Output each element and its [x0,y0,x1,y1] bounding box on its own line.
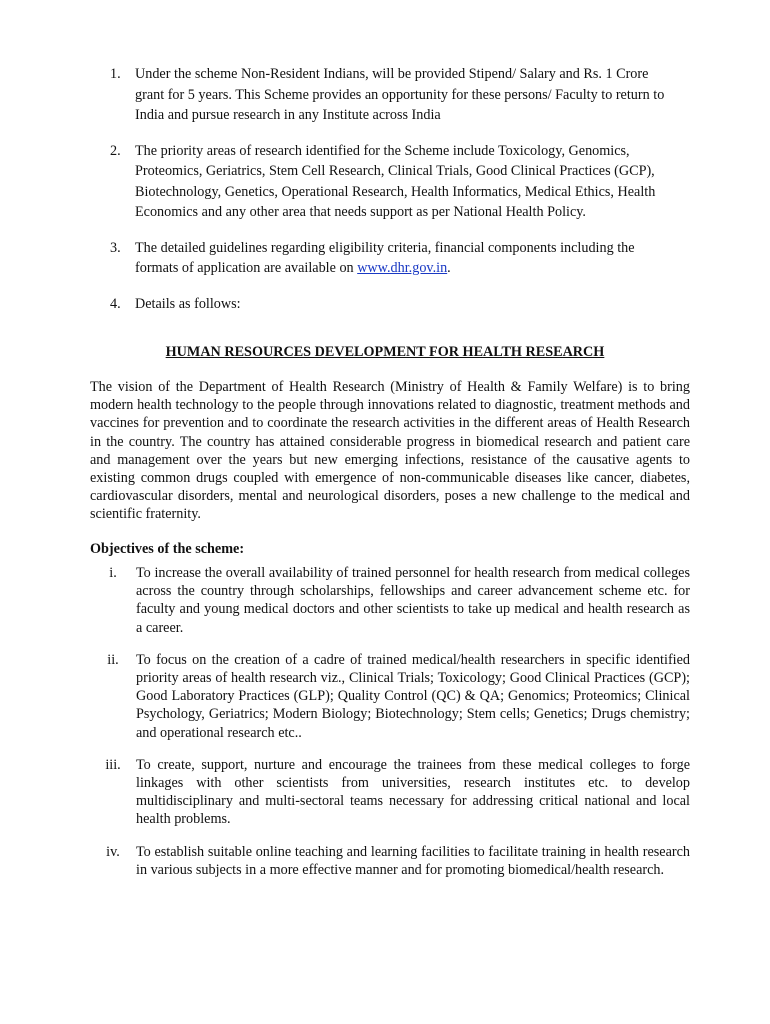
list-item [110,294,680,315]
objective-marker: i. [109,565,117,581]
list-item-text-before-link: The detailed guidelines regarding eligibility criteria, financial components including the formats of application are available on [135,239,635,276]
objective-marker: iv. [106,843,120,860]
section-heading: HUMAN RESOURCES DEVELOPMENT FOR HEALTH RESEARCH [165,344,605,360]
objective-text: To create, support, nurture and encourage the trainees from these medical colleges to forge linkages with other scientists from universities, research institutes etc. to develop multidisciplinary and multi-sectoral teams necessary for addressing critical national and local health problems. [136,756,690,828]
objective-text: To focus on the creation of a cadre of trained medical/health researchers in specific identified priority areas of health research viz., Clinical Trials; Toxicology; Good Clinical Practices (GCP); Good Laboratory Practices (GLP); Quality Control (QC) & QA; Genomics; Proteomics; Clinical Psychology, Geriatrics; Modern Biology; Biotechnology; Stem cells; Genetics; Drugs chemistry; and operational research etc.. [136,651,690,741]
list-item-text: The priority areas of research identified for the Scheme include Toxicology, Genomics, Proteomics, Geriatrics, Stem Cell Research, Clinical Trials, Good Clinical Practices (GCP), Biotechnology, Genetics, Operational Research, Health Informatics, Medical Ethics, Health Economics and any other area that needs support as per National Health Policy. [135,142,656,220]
list-item-text-after-link: . [447,260,451,276]
objective-item [90,843,690,879]
objectives-title: Objectives of the scheme: [90,541,245,557]
objectives-list [90,564,690,893]
objective-item [90,564,690,637]
list-item-marker: 3. [110,239,121,256]
vision-paragraph: The vision of the Department of Health Research (Ministry of Health & Family Welfare) is to bring modern health technology to the people through innovations related to diagnostic, treatment methods and vaccines for prevention and to coordinate the research activities in the different areas of Health Research in the country. The country has attained considerable progress in biomedical research and patient care and management over the years but new emerging infections, resistance of the causative agents to existing common drugs coupled with emergence of non-communicable diseases like cancer, diabetes, cardiovascular disorders, mental and neurological disorders, poses a new challenge to the medical and scientific fraternity. [90,379,690,523]
objective-text: To increase the overall availability of trained personnel for health research from medical colleges across the country through scholarships, fellowships and career advancement scheme etc. for faculty and young medical doctors and other scientists to take up medical and health research as a career. [136,565,690,636]
list-item [110,64,680,126]
list-item-text: Under the scheme Non-Resident Indians, will be provided Stipend/ Salary and Rs. 1 Crore grant for 5 years. This Scheme provides an opportunity for these persons/ Faculty to return to India and pursue research in any Institute across India [135,66,665,123]
list-item [110,238,680,279]
objective-marker: ii. [107,651,119,668]
dhr-website-link[interactable]: www.dhr.gov.in [357,260,448,276]
objective-item [90,756,690,829]
numbered-list [110,64,680,329]
list-item [110,141,680,223]
list-item-marker: 1. [110,66,121,82]
list-item-text: Details as follows: [135,295,241,312]
list-item-marker: 2. [110,142,121,159]
objective-text: To establish suitable online teaching and learning facilities to facilitate training in health research in various subjects in a more effective manner and for promoting biomedical/health research. [136,843,690,878]
objective-marker: iii. [105,756,121,773]
objective-item [90,651,690,742]
list-item-text [135,238,680,279]
list-item-marker: 4. [110,295,121,312]
